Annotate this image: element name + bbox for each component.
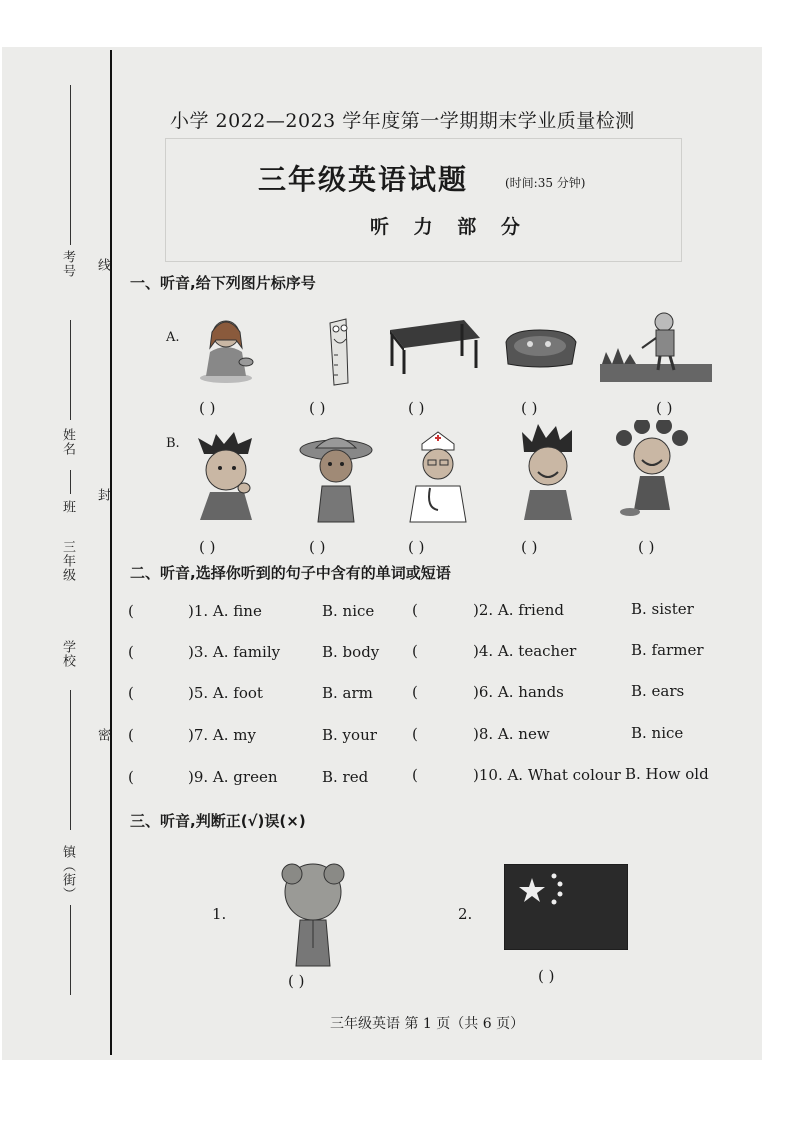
school-label: 学校 bbox=[60, 640, 75, 668]
q10-paren-open[interactable]: ( bbox=[412, 766, 418, 784]
name-line bbox=[70, 320, 71, 420]
exam-number-line bbox=[70, 85, 71, 245]
seal-line-char: 线 bbox=[95, 258, 110, 272]
town-line bbox=[70, 905, 71, 995]
boy-thinking-picture bbox=[194, 432, 264, 522]
name-label: 姓名 bbox=[60, 428, 75, 456]
q4-option-b: B. farmer bbox=[631, 641, 704, 659]
man-watering-plants-picture bbox=[598, 308, 714, 386]
section3-heading: 三、听音,判断正(√)误(×) bbox=[130, 812, 306, 830]
q5-option-b: B. arm bbox=[322, 684, 373, 702]
judge-answer-paren-1[interactable]: ( ) bbox=[288, 972, 305, 990]
class-label: 班 bbox=[60, 500, 75, 514]
q2-option-a: )2. A. friend bbox=[473, 601, 564, 619]
desk-picture bbox=[386, 316, 482, 376]
q9-option-a: )9. A. green bbox=[188, 768, 278, 786]
section1-heading: 一、听音,给下列图片标序号 bbox=[130, 274, 316, 292]
q1-option-a: )1. A. fine bbox=[188, 602, 262, 620]
row-b-label: B. bbox=[166, 436, 180, 451]
grade-label: 三年级 bbox=[60, 540, 75, 582]
q3-paren-open[interactable]: ( bbox=[128, 643, 134, 661]
q2-paren-open[interactable]: ( bbox=[412, 601, 418, 619]
boy-smiling-picture bbox=[516, 424, 580, 522]
q7-option-b: B. your bbox=[322, 726, 377, 744]
girl-with-hat-picture bbox=[298, 428, 374, 524]
answer-paren-b4[interactable]: ( ) bbox=[521, 538, 538, 556]
judge-answer-paren-2[interactable]: ( ) bbox=[538, 967, 555, 985]
answer-paren-a4[interactable]: ( ) bbox=[521, 399, 538, 417]
q1-option-b: B. nice bbox=[322, 602, 375, 620]
q7-paren-open[interactable]: ( bbox=[128, 726, 134, 744]
girl-with-bowl-picture bbox=[196, 312, 258, 384]
ruler-picture bbox=[322, 315, 362, 387]
q3-option-a: )3. A. family bbox=[188, 643, 281, 661]
q5-paren-open[interactable]: ( bbox=[128, 684, 134, 702]
q8-paren-open[interactable]: ( bbox=[412, 725, 418, 743]
girl-with-flowers-picture bbox=[612, 420, 692, 520]
q8-option-b: B. nice bbox=[631, 724, 684, 742]
exam-number-label: 考号 bbox=[60, 250, 75, 278]
school-year-header: 小学 2022—2023 学年度第一学期期末学业质量检测 bbox=[170, 110, 635, 132]
class-line bbox=[70, 470, 71, 494]
page-footer: 三年级英语 第 1 页（共 6 页） bbox=[330, 1016, 525, 1032]
q6-option-b: B. ears bbox=[631, 682, 685, 700]
seal-seal-char: 封 bbox=[95, 488, 110, 502]
answer-paren-b2[interactable]: ( ) bbox=[309, 538, 326, 556]
q1-paren-open[interactable]: ( bbox=[128, 602, 134, 620]
q9-option-b: B. red bbox=[322, 768, 369, 786]
judge-q2-number: 2. bbox=[458, 905, 473, 923]
q6-option-a: )6. A. hands bbox=[473, 683, 564, 701]
town-label: 镇（街） bbox=[60, 845, 75, 901]
boy-curly-hair-back-picture bbox=[278, 858, 348, 968]
q7-option-a: )7. A. my bbox=[188, 726, 256, 744]
q10-option-a: )10. A. What colour bbox=[473, 766, 621, 784]
q4-option-a: )4. A. teacher bbox=[473, 642, 577, 660]
title-box bbox=[165, 138, 682, 262]
doctor-picture bbox=[402, 428, 474, 524]
part-title: 听 力 部 分 bbox=[370, 216, 529, 238]
exam-title: 三年级英语试题 bbox=[258, 163, 469, 196]
time-note: (时间:35 分钟) bbox=[505, 176, 586, 190]
q5-option-a: )5. A. foot bbox=[188, 684, 263, 702]
school-line bbox=[70, 690, 71, 830]
judge-q1-number: 1. bbox=[212, 905, 227, 923]
q10-option-b: B. How old bbox=[625, 765, 709, 783]
section2-heading: 二、听音,选择你听到的句子中含有的单词或短语 bbox=[130, 564, 451, 582]
q8-option-a: )8. A. new bbox=[473, 725, 550, 743]
answer-paren-a1[interactable]: ( ) bbox=[199, 399, 216, 417]
row-a-label: A. bbox=[166, 330, 180, 345]
q9-paren-open[interactable]: ( bbox=[128, 768, 134, 786]
q3-option-b: B. body bbox=[322, 643, 380, 661]
answer-paren-a2[interactable]: ( ) bbox=[309, 399, 326, 417]
binding-line bbox=[110, 50, 112, 1055]
flag-picture bbox=[504, 864, 628, 950]
answer-paren-b3[interactable]: ( ) bbox=[408, 538, 425, 556]
q6-paren-open[interactable]: ( bbox=[412, 683, 418, 701]
pencil-box-picture bbox=[500, 322, 580, 372]
answer-paren-b5[interactable]: ( ) bbox=[638, 538, 655, 556]
answer-paren-b1[interactable]: ( ) bbox=[199, 538, 216, 556]
q4-paren-open[interactable]: ( bbox=[412, 642, 418, 660]
answer-paren-a3[interactable]: ( ) bbox=[408, 399, 425, 417]
seal-secret-char: 密 bbox=[95, 728, 110, 742]
q2-option-b: B. sister bbox=[631, 600, 694, 618]
answer-paren-a5[interactable]: ( ) bbox=[656, 399, 673, 417]
